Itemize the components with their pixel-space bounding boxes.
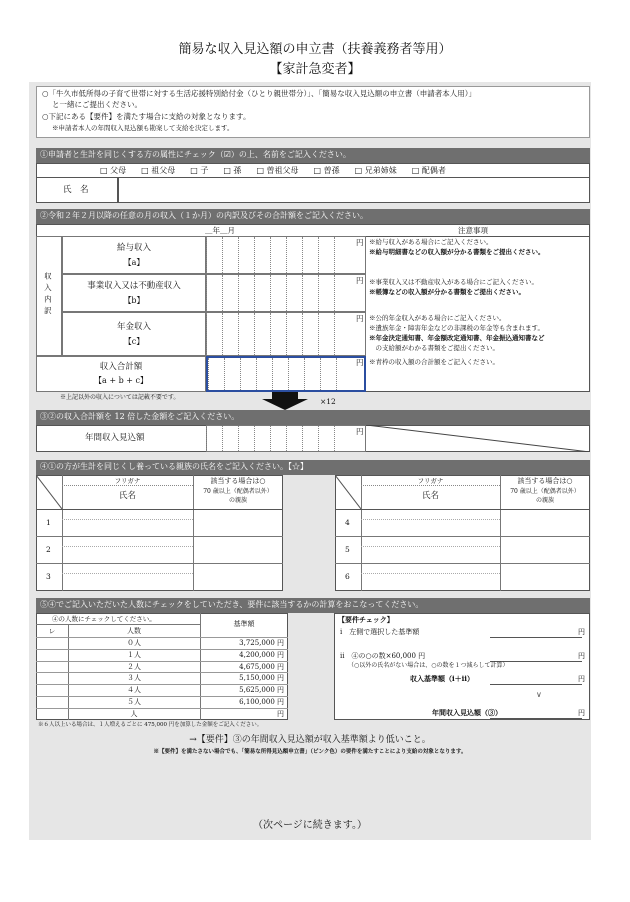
pension-note1: ※公的年金収入がある場合にご記入ください。 [369, 314, 506, 322]
divider [361, 573, 500, 574]
intro-line1: ○「牛久市低所得の子育て世帯に対する生活応援特別給付金（ひとり親世帯分）」、「簡易な収入見込額の申立書（申請者本人用）」 [42, 89, 477, 98]
applicable-sub1-left: 70 歳以上（配偶者以外） [203, 488, 273, 495]
section1-header: ①申請者と生計を同じくする方の属性にチェック（☑）の上、名前をご記入ください。 [36, 148, 590, 163]
table-row [36, 696, 288, 697]
name-header-right: 氏名 [421, 491, 439, 501]
people-count: ３人 [127, 674, 141, 683]
people-count: ２人 [127, 662, 141, 671]
people-count: １人 [127, 650, 141, 659]
row-check-cell[interactable] [37, 638, 67, 649]
req-base-yen: 円 [578, 675, 585, 683]
section4-header: ④①の方が生計を同じくし養っている親族の氏名をご記入ください。【☆】 [36, 460, 590, 475]
applicable-header-right: 該当する場合は○ [517, 477, 573, 485]
salary-digit-grid [206, 237, 350, 273]
document-title: 簡易な収入見込額の申立書（扶養義務者等用） [178, 42, 452, 57]
applicable-header-left: 該当する場合は○ [210, 477, 266, 485]
name-label: 氏 名 [63, 185, 89, 195]
pension-note3: ※年金決定通知書、年金額改定通知書、年金振込通知書など [369, 334, 545, 342]
business-yen: 円 [356, 276, 364, 285]
total-digit-grid [208, 358, 352, 390]
divider [62, 546, 193, 547]
divider [36, 536, 283, 537]
pension-note4: の支給額がわかる書類をご提出ください。 [369, 344, 499, 352]
req-ii: ⅱ ④の○の数×60,000 円 [340, 652, 426, 660]
salary-label-cell [62, 236, 206, 274]
divider [361, 485, 500, 486]
total-label: 収入合計額 [99, 362, 143, 372]
divider [62, 485, 193, 486]
applicable-sub1-right: 70 歳以上（配偶者以外） [510, 488, 580, 495]
requirement-note: ※【要件】を満たさない場合でも、「簡易な所得見込額申立書」（ピンク色）の要件を満たすことにより支給の対象となります。 [153, 749, 467, 755]
intro-line3: ※申請者本人の年間収入見込額も勘案して支給を決定します。 [52, 124, 234, 132]
salary-sub: 【a】 [123, 258, 145, 267]
row-check-cell[interactable] [37, 662, 67, 673]
header-diagonal-right [335, 475, 361, 509]
row-number: 6 [345, 572, 350, 581]
divider [361, 519, 500, 520]
section2-header: ②令和２年２月以降の任意の月の収入（１か月）の内訳及びその合計額をご記入ください。 [36, 209, 590, 224]
table-row [36, 708, 288, 709]
req-i-field[interactable] [490, 637, 582, 638]
check-grandparents[interactable]: □ 祖父母 [141, 166, 176, 175]
row-number: 2 [46, 545, 51, 554]
income-side-label: 収入内訳 [43, 272, 53, 318]
total-sub: 【a + b + c】 [94, 376, 148, 385]
row-number: 3 [46, 572, 51, 581]
business-note2: ※帳簿などの収入額が分かる書類をご提出ください。 [369, 288, 525, 296]
check-great-grandparents[interactable]: □ 曽祖父母 [256, 166, 299, 175]
annual-digit-grid [206, 426, 350, 451]
salary-label: 給与収入 [116, 243, 151, 253]
salary-note2: ※給与明細書などの収入額が分かる書類をご提出ください。 [369, 248, 545, 256]
row-number: 1 [46, 518, 51, 527]
pension-digit-grid [206, 313, 350, 355]
divider [335, 536, 590, 537]
base-amount: 5,625,000 円 [239, 686, 284, 695]
row-check-cell[interactable] [37, 673, 67, 684]
people-count: ４人 [127, 686, 141, 695]
furigana-header-left: フリガナ [114, 477, 141, 485]
divider [36, 563, 283, 564]
req-ii-yen: 円 [578, 652, 585, 660]
base-amount: 5,150,000 円 [239, 674, 284, 683]
req-title: 【要件チェック】 [338, 615, 394, 624]
divider [36, 509, 283, 510]
pension-yen: 円 [356, 314, 364, 323]
intro-line1b: と一緒にご提出ください。 [52, 100, 142, 109]
table-note: ※６人以上いる場合は、１人増えるごとに 475,000 円を加算した金額をご記入ください。 [38, 722, 263, 728]
divider [36, 624, 200, 625]
diagonal-strike [366, 425, 590, 452]
table-row [36, 672, 288, 673]
table-row [36, 684, 288, 685]
applicable-sub2-right: の親族 [535, 497, 554, 504]
divider [361, 546, 500, 547]
salary-note1: ※給与収入がある場合にご記入ください。 [369, 238, 493, 246]
people-count: ５人 [127, 698, 141, 706]
base-amount: 4,200,000 円 [239, 650, 284, 659]
check-grandchild[interactable]: □ 孫 [223, 166, 242, 175]
table-row [36, 649, 288, 650]
continued-note: （次ページに続きます。） [253, 820, 367, 831]
pension-sub: 【c】 [123, 337, 145, 346]
pension-label-cell [62, 312, 206, 356]
header-diagonal-left [36, 475, 62, 509]
req-i: ⅰ 左側で選択した基準額 [340, 628, 420, 636]
row-check-cell[interactable] [37, 697, 67, 708]
attribute-checkboxes[interactable] [100, 166, 446, 176]
check-great-grandchild[interactable]: □ 曽孫 [313, 166, 340, 175]
req-base: 収入基準額（ⅰ＋ⅱ） [410, 674, 474, 683]
salary-yen: 円 [356, 238, 364, 247]
section3-header: ③②の収入合計額を 12 倍した金額をご記入ください。 [36, 410, 590, 425]
base-amount: 4,675,000 円 [239, 662, 284, 671]
name-header-left: 氏名 [118, 491, 136, 501]
less-than-mark: ∨ [536, 690, 542, 699]
row-check-cell[interactable] [37, 685, 67, 696]
divider [335, 509, 590, 510]
business-label-cell [62, 274, 206, 312]
people-count: 人 [130, 709, 138, 718]
name-field[interactable] [118, 177, 590, 203]
divider [62, 519, 193, 520]
annual-income-label: 年間収入見込額 [85, 433, 145, 443]
business-note1: ※事業収入又は不動産収入がある場合にご記入ください。 [369, 278, 538, 286]
sec2-footnote: ※上記以外の収入については記載不要です。 [60, 394, 180, 401]
base-amount: 6,100,000 円 [239, 698, 284, 706]
check-child[interactable]: □ 子 [190, 166, 209, 175]
intro-line2: ○下記にある【要件】を満たす場合に支給の対象となります。 [42, 112, 251, 121]
total-note: ※青枠の収入額の合計額をご記入ください。 [369, 358, 499, 366]
req-annual: 年間収入見込額（③） [432, 708, 502, 717]
people-count: ０人 [127, 639, 141, 647]
req-annual-yen: 円 [578, 709, 585, 717]
col-check-header: レ [48, 627, 56, 635]
req-base-field[interactable] [490, 684, 582, 685]
base-amount: 3,725,000 円 [239, 639, 284, 647]
pension-label: 年金収入 [116, 322, 151, 332]
base-amount: 円 [277, 709, 284, 718]
pension-note2: ※遺族年金・障害年金などの非課税の年金等も含まれます。 [369, 324, 544, 332]
business-sub: 【b】 [123, 296, 145, 305]
check-spouse[interactable]: □ 配偶者 [411, 166, 446, 175]
col-base-header: 基準額 [233, 620, 255, 628]
applicable-sub2-left: の親族 [228, 497, 247, 504]
document-subtitle: 【家計急変者】 [269, 62, 361, 77]
table-row [36, 661, 288, 662]
check-parents[interactable]: □ 父母 [100, 166, 127, 175]
row-check-cell[interactable] [37, 709, 67, 720]
divider [335, 563, 590, 564]
business-label: 事業収入又は不動産収入 [87, 281, 181, 291]
check-caption: ④の人数にチェックしてください。 [52, 615, 156, 623]
year-month-label: ＿年＿月 [205, 226, 235, 235]
divider [62, 573, 193, 574]
annual-yen: 円 [356, 427, 364, 436]
row-check-cell[interactable] [37, 650, 67, 661]
notes-header: 注意事項 [458, 226, 488, 235]
down-arrow-icon [262, 392, 308, 410]
check-siblings[interactable]: □ 兄弟姉妹 [354, 166, 397, 175]
req-i-yen: 円 [578, 628, 585, 636]
row-number: 4 [345, 518, 350, 527]
times12-label: ×12 [320, 397, 336, 406]
total-yen: 円 [356, 358, 364, 367]
col-people-header: 人数 [127, 627, 141, 635]
business-digit-grid [206, 275, 350, 311]
requirement-statement: →【要件】③の年間収入見込額が収入基準額より低いこと。 [189, 735, 431, 745]
row-number: 5 [345, 545, 350, 554]
req-annual-field[interactable] [490, 718, 582, 719]
req-ii-note: （○以外の氏名がない場合は、○の数を１つ減らして計算） [348, 662, 509, 669]
table-row [36, 637, 288, 638]
section5-header: ⑤④でご記入いただいた人数にチェックをしていただき、要件に該当するかの計算をおこなってください。 [36, 598, 590, 613]
furigana-header-right: フリガナ [417, 477, 444, 485]
